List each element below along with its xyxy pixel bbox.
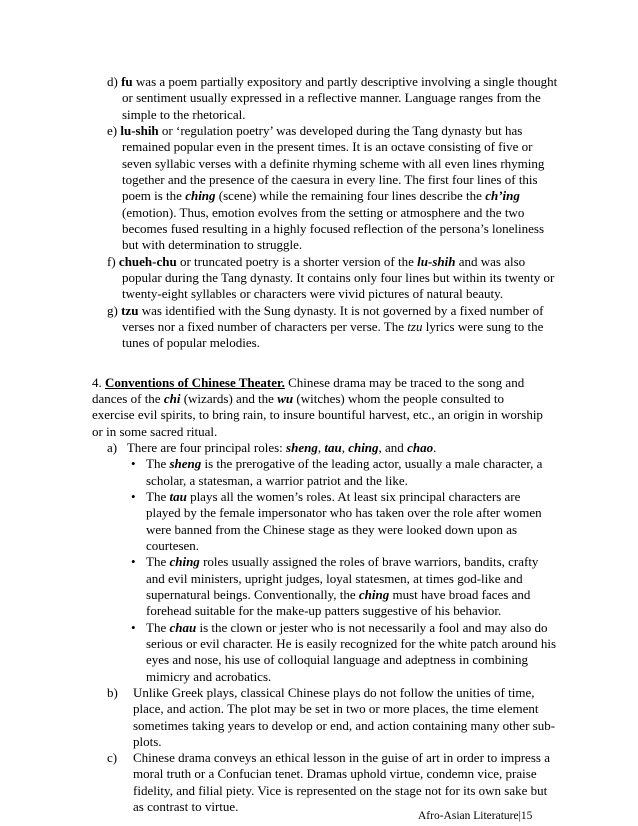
list-item-e-line3: seven syllabic verses with a definite rhyming scheme with all even lines rhyming bbox=[122, 156, 545, 171]
term-chau: chau bbox=[169, 620, 197, 635]
term-ch-ing: ch’ing bbox=[485, 188, 520, 203]
item-text: roles usually assigned the roles of brave warriors, bandits, crafty bbox=[199, 554, 539, 569]
item-text: was identified with the Sung dynasty. It is not governed by a fixed number of bbox=[138, 303, 544, 318]
bullet-tau-line2: played by the female impersonator who has taken over the role after women bbox=[146, 505, 542, 520]
term-fu: fu bbox=[121, 74, 133, 89]
item-text: or truncated poetry is a shorter version of the bbox=[176, 254, 418, 269]
bullet-chau-line3: eyes and nose, his use of colloquial language and adeptness in combining bbox=[146, 652, 528, 667]
item-text: Chinese drama conveys an ethical lesson in the guise of art in order to impress a bbox=[133, 750, 550, 765]
term-tzu-italic: tzu bbox=[407, 319, 423, 334]
section-text: Chinese drama may be traced to the song and bbox=[284, 375, 525, 390]
sub-c-line3: fidelity, and filial piety. Vice is represented on the stage not for its own sake but bbox=[133, 783, 548, 798]
role-ching: ching bbox=[348, 440, 379, 455]
item-text: is the clown or jester who is not necessarily a fool and may also do bbox=[196, 620, 548, 635]
bullet-ching-line2: and evil ministers, upright judges, loyal statesmen, at times god-like and bbox=[146, 571, 523, 586]
list-item-d-line3: simple to the rhetorical. bbox=[122, 107, 246, 122]
term-ching: ching bbox=[185, 188, 216, 203]
term-tzu: tzu bbox=[121, 303, 139, 318]
item-text: supernatural beings. Conventionally, the bbox=[146, 587, 359, 602]
list-item-d-line2: or sentiment usually expressed in a reflective manner. Language ranges from the bbox=[122, 90, 541, 105]
bullet-icon: • bbox=[131, 456, 136, 471]
list-item-g-line2 bbox=[122, 319, 543, 335]
bullet-ching-line1 bbox=[131, 554, 539, 570]
role-sheng: sheng bbox=[286, 440, 318, 455]
item-text: The bbox=[146, 456, 170, 471]
list-item-e-line8: but with determination to struggle. bbox=[122, 237, 303, 252]
sub-b-line4: plots. bbox=[133, 734, 162, 749]
item-text: or ‘regulation poetry’ was developed during the Tang dynasty but has bbox=[158, 123, 523, 138]
term-wu: wu bbox=[277, 391, 294, 406]
item-text: is the prerogative of the leading actor, usually a male character, a bbox=[201, 456, 543, 471]
item-label: g) bbox=[107, 303, 118, 318]
bullet-chau-line4: mimicry and acrobatics. bbox=[146, 669, 272, 684]
item-text: The bbox=[146, 489, 170, 504]
term-ching-conventional: ching bbox=[358, 587, 390, 602]
role-chao: chao bbox=[407, 440, 434, 455]
bullet-icon: • bbox=[131, 489, 136, 504]
item-text: There are four principal roles: bbox=[126, 440, 287, 455]
bullet-sheng-line2: scholar, a statesman, a warrior patriot and the like. bbox=[146, 473, 408, 488]
item-label: b) bbox=[107, 685, 118, 700]
sub-a-line1 bbox=[107, 440, 436, 456]
item-label: f) bbox=[107, 254, 116, 269]
item-text: Unlike Greek plays, classical Chinese plays do not follow the unities of time, bbox=[133, 685, 535, 700]
item-label: e) bbox=[107, 123, 118, 138]
sub-c-line2: moral truth or a Confucian tenet. Dramas uphold virtue, condemn vice, praise bbox=[133, 766, 537, 781]
item-text: must have broad faces and bbox=[389, 587, 531, 602]
term-ching-role: ching bbox=[169, 554, 200, 569]
item-text: The bbox=[146, 554, 170, 569]
list-item-g-line1 bbox=[107, 303, 543, 319]
list-item-d-line1 bbox=[107, 74, 557, 90]
section-4-line3: exercise evil spirits, to bring rain, to insure bountiful harvest, etc., an origin in worship bbox=[92, 407, 543, 422]
section-number: 4. bbox=[92, 375, 102, 390]
separator: , bbox=[317, 440, 325, 455]
bullet-tau-line4: courtesen. bbox=[146, 538, 200, 553]
list-item-g-line3: tunes of popular melodies. bbox=[122, 335, 260, 350]
section-text: dances of the bbox=[92, 391, 164, 406]
item-label: c) bbox=[107, 750, 118, 765]
item-text: was a poem partially expository and partly descriptive involving a single thought bbox=[132, 74, 558, 89]
bullet-tau-line3: were banned from the Chinese stage as they were looked down upon as bbox=[146, 522, 518, 537]
term-chueh-chu: chueh-chu bbox=[118, 254, 177, 269]
item-label: a) bbox=[107, 440, 118, 455]
section-text: (wizards) and the bbox=[180, 391, 278, 406]
term-sheng: sheng bbox=[169, 456, 202, 471]
list-item-e-line5 bbox=[122, 188, 520, 204]
list-item-e-line4: together and the presence of the caesura in every line. The first four lines of this bbox=[122, 172, 538, 187]
bullet-ching-line3 bbox=[146, 587, 530, 603]
page-footer: Afro-Asian Literature|15 bbox=[418, 810, 533, 822]
list-item-e-line7: becomes fused resulting in a highly focused reflection of the persona’s loneliness bbox=[122, 221, 545, 236]
list-item-f-line1 bbox=[107, 254, 525, 270]
sub-b-line3: sometimes taking years to develop or end, and action containing many other sub- bbox=[133, 718, 556, 733]
bullet-chau-line2: serious or evil character. He is easily recognized for the white patch around his bbox=[146, 636, 557, 651]
item-text: The bbox=[146, 620, 170, 635]
item-text: and was also bbox=[455, 254, 526, 269]
list-item-e-line2: remained popular even in the present times. It is an octave consisting of five or bbox=[122, 139, 533, 154]
bullet-icon: • bbox=[131, 554, 136, 569]
bullet-tau-line1 bbox=[131, 489, 521, 505]
item-text: verses nor a fixed number of characters per verse. The bbox=[122, 319, 408, 334]
item-text: plays all the women’s roles. At least six principal characters are bbox=[186, 489, 521, 504]
role-tau: tau bbox=[324, 440, 342, 455]
section-4-line1 bbox=[92, 375, 524, 391]
section-4-line4: or in some sacred ritual. bbox=[92, 424, 218, 439]
term-tau: tau bbox=[169, 489, 187, 504]
separator: . bbox=[433, 440, 437, 455]
section-text: (witches) whom the people consulted to bbox=[293, 391, 504, 406]
separator: , bbox=[341, 440, 349, 455]
item-text: lyrics were sung to the bbox=[422, 319, 544, 334]
sub-b-line2: place, and action. The plot may be set in two or more places, the time element bbox=[133, 701, 539, 716]
item-text: (scene) while the remaining four lines describe the bbox=[215, 188, 486, 203]
section-4-line2 bbox=[92, 391, 504, 407]
term-chi: chi bbox=[163, 391, 181, 406]
list-item-f-line2: popular during the Tang dynasty. It contains only four lines but within its twenty or bbox=[122, 270, 555, 285]
list-item-e-line6: (emotion). Thus, emotion evolves from the setting or atmosphere and the two bbox=[122, 205, 525, 220]
bullet-icon: • bbox=[131, 620, 136, 635]
term-lu-shih-italic: lu-shih bbox=[417, 254, 456, 269]
sub-c-line4: as contrast to virtue. bbox=[133, 799, 239, 814]
bullet-chau-line1 bbox=[131, 620, 548, 636]
section-heading: Conventions of Chinese Theater. bbox=[105, 375, 285, 390]
list-item-f-line3: twenty-eight syllables or characters were vivid pictures of natural beauty. bbox=[122, 286, 504, 301]
bullet-ching-line4: forehead suitable for the make-up patters suggestive of his behavior. bbox=[146, 603, 502, 618]
list-item-e-line1 bbox=[107, 123, 522, 139]
term-lu-shih: lu-shih bbox=[120, 123, 159, 138]
bullet-sheng-line1 bbox=[131, 456, 543, 472]
item-text: poem is the bbox=[122, 188, 186, 203]
separator: , and bbox=[378, 440, 408, 455]
item-label: d) bbox=[107, 74, 118, 89]
